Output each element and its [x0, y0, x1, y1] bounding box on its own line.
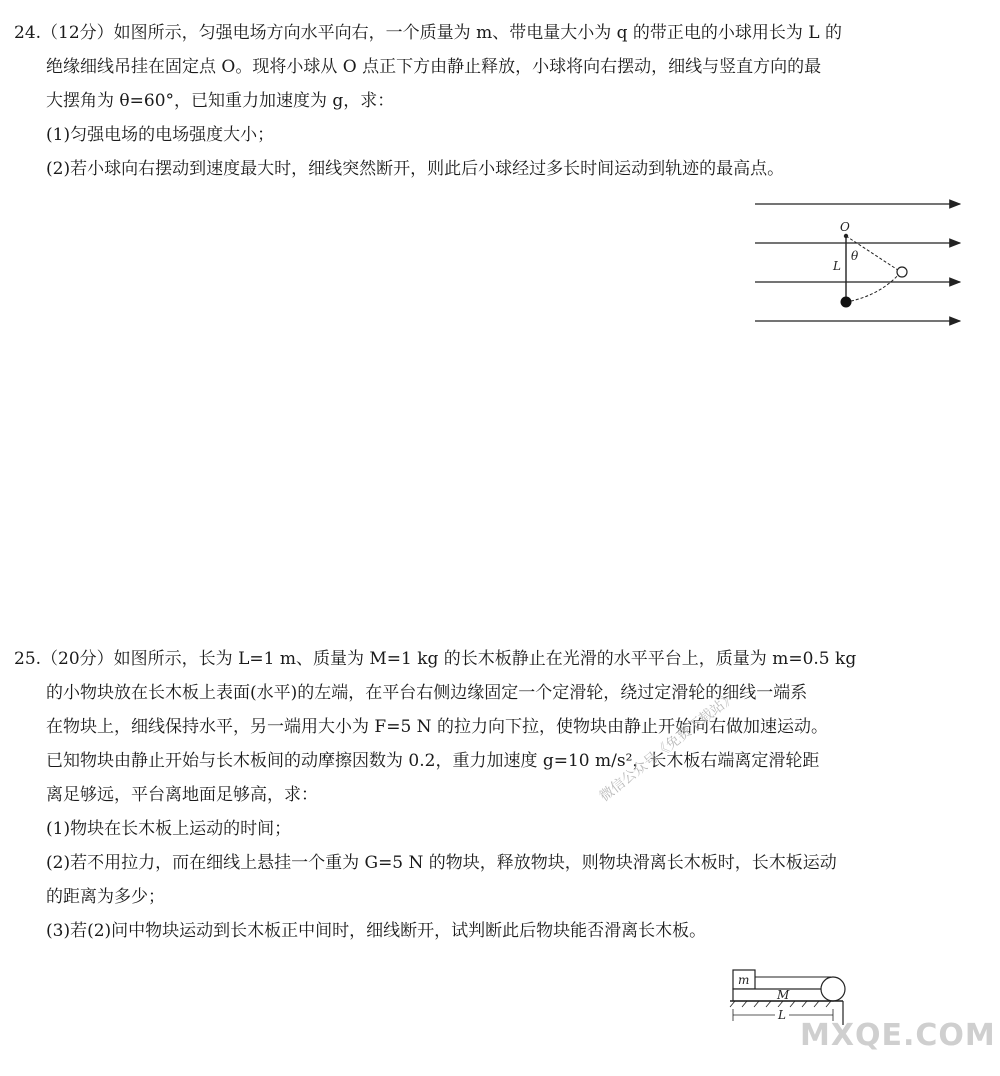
platform-hatch-1 — [730, 1001, 735, 1007]
problem-25-question-1: (1)物块在长木板上运动的时间； — [46, 819, 292, 839]
length-label: L — [778, 1008, 786, 1022]
platform-hatch-9 — [826, 1001, 831, 1007]
pivot-label: O — [840, 220, 850, 234]
problem-24 — [14, 22, 974, 192]
board-label: M — [777, 988, 790, 1002]
ball-final-position — [897, 267, 907, 277]
platform-hatch-7 — [802, 1001, 807, 1007]
platform-hatch-2 — [742, 1001, 747, 1007]
problem-25-line-2: 的小物块放在长木板上表面(水平)的左端，在平台右侧边缘固定一个定滑轮，绕过定滑轮的细线一端系 — [46, 683, 808, 703]
problem-24-question-2: (2)若小球向右摆动到速度最大时，细线突然断开，则此后小球经过多长时间运动到轨迹的最高点。 — [46, 159, 785, 179]
platform-hatch-4 — [766, 1001, 771, 1007]
problem-25-line-5: 离足够远，平台离地面足够高，求： — [46, 785, 318, 805]
platform-hatch-8 — [814, 1001, 819, 1007]
problem-25-line-1: 25.（20分）如图所示，长为 L=1 m、质量为 M=1 kg 的长木板静止在光滑的水平平台上，质量为 m=0.5 kg — [14, 649, 857, 669]
platform-hatch-3 — [754, 1001, 759, 1007]
platform-hatch-6 — [790, 1001, 795, 1007]
problem-24-question-1: (1)匀强电场的电场强度大小； — [46, 125, 275, 145]
block-label: m — [738, 973, 750, 987]
problem-25-line-3: 在物块上，细线保持水平，另一端用大小为 F=5 N 的拉力向下拉，使物块由静止开始向右做加速运动。 — [46, 717, 828, 737]
swing-arc — [846, 272, 901, 302]
problem-25-line-4: 已知物块由静止开始与长木板间的动摩擦因数为 0.2，重力加速度 g=10 m/s²，长木板右端离定滑轮距 — [46, 751, 820, 771]
watermark-text: 微信公众号《免费下载站》 — [596, 688, 740, 805]
length-label: L — [833, 259, 841, 273]
site-watermark-logo: MXQE.COM — [800, 1018, 996, 1053]
angle-label: θ — [851, 249, 859, 263]
problem-25-question-2-cont: 的距离为多少； — [46, 887, 165, 907]
problem-24-line-1: 24.（12分）如图所示，匀强电场方向水平向右，一个质量为 m、带电量大小为 q 的带正电的小球用长为 L 的 — [14, 23, 842, 43]
problem-25 — [14, 648, 974, 954]
problem-25-question-3: (3)若(2)问中物块运动到长木板正中间时，细线断开，试判断此后物块能否滑离长木板。 — [46, 921, 707, 941]
problem-25-question-2: (2)若不用拉力，而在细线上悬挂一个重为 G=5 N 的物块，释放物块，则物块滑离长木板时，长木板运动 — [46, 853, 837, 873]
problem-24-line-2: 绝缘细线吊挂在固定点 O。现将小球从 O 点正下方由静止释放，小球将向右摆动，细线与竖直方向的最 — [46, 57, 822, 77]
ball-initial-position — [841, 297, 852, 308]
problem-24-line-3: 大摆角为 θ=60°，已知重力加速度为 g，求： — [46, 91, 395, 111]
figure-24-electric-field-pendulum — [750, 216, 970, 331]
pulley — [821, 977, 845, 1001]
